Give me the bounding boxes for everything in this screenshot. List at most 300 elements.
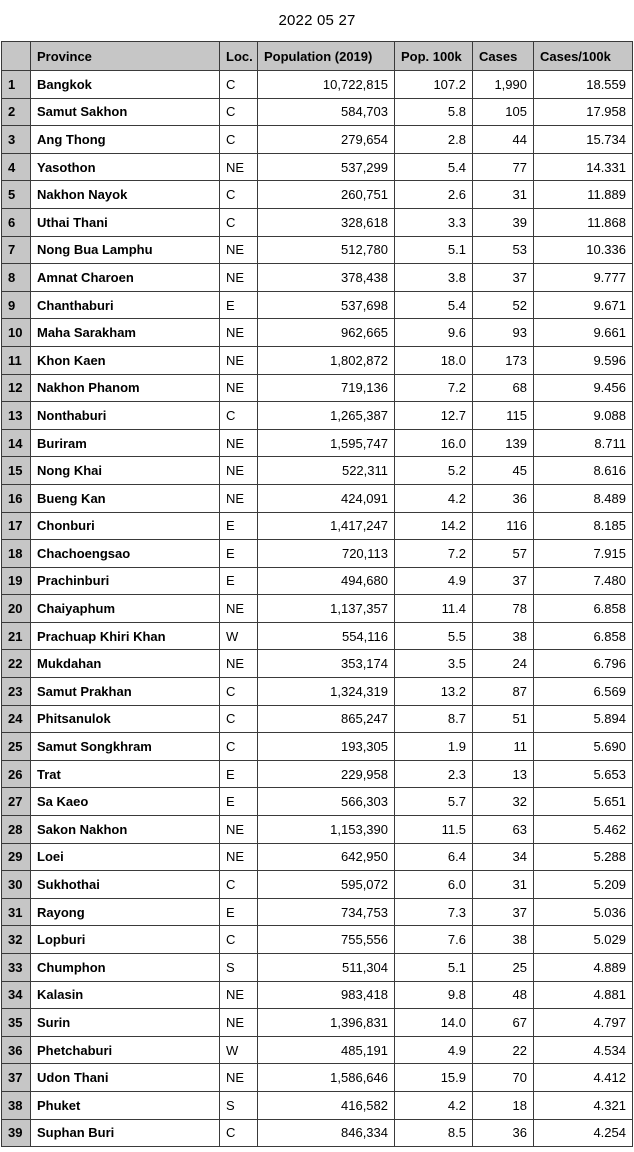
table-row (2, 954, 633, 982)
cases-per-100k: 8.711 (534, 429, 633, 457)
table-row (2, 429, 633, 457)
province-name: Lopburi (31, 926, 220, 954)
province-name: Surin (31, 1009, 220, 1037)
population: 1,417,247 (258, 512, 395, 540)
table-row (2, 512, 633, 540)
cases: 87 (473, 678, 534, 706)
cases-per-100k: 6.569 (534, 678, 633, 706)
table-row (2, 1064, 633, 1092)
pop-100k: 9.6 (395, 319, 473, 347)
population: 1,586,646 (258, 1064, 395, 1092)
cases-per-100k: 9.456 (534, 374, 633, 402)
location: E (220, 540, 258, 568)
header-province: Province (31, 42, 220, 71)
cases-per-100k: 9.671 (534, 291, 633, 319)
pop-100k: 5.1 (395, 236, 473, 264)
location: NE (220, 1009, 258, 1037)
cases: 36 (473, 1119, 534, 1147)
row-index: 7 (2, 236, 31, 264)
pop-100k: 5.7 (395, 788, 473, 816)
row-index: 15 (2, 457, 31, 485)
population: 328,618 (258, 208, 395, 236)
location: C (220, 705, 258, 733)
location: E (220, 788, 258, 816)
location: NE (220, 595, 258, 623)
cases: 93 (473, 319, 534, 347)
cases: 13 (473, 760, 534, 788)
cases: 34 (473, 843, 534, 871)
population: 642,950 (258, 843, 395, 871)
location: NE (220, 319, 258, 347)
location: NE (220, 1064, 258, 1092)
cases: 48 (473, 981, 534, 1009)
pop-100k: 15.9 (395, 1064, 473, 1092)
province-name: Chanthaburi (31, 291, 220, 319)
cases-per-100k: 9.596 (534, 346, 633, 374)
table-row (2, 595, 633, 623)
location: E (220, 291, 258, 319)
row-index: 33 (2, 954, 31, 982)
cases-per-100k: 5.690 (534, 733, 633, 761)
cases-per-100k: 18.559 (534, 71, 633, 99)
row-index: 8 (2, 264, 31, 292)
table-row (2, 319, 633, 347)
row-index: 36 (2, 1036, 31, 1064)
table-row (2, 236, 633, 264)
population: 755,556 (258, 926, 395, 954)
population: 719,136 (258, 374, 395, 402)
pop-100k: 5.1 (395, 954, 473, 982)
row-index: 11 (2, 346, 31, 374)
cases-per-100k: 9.661 (534, 319, 633, 347)
row-index: 39 (2, 1119, 31, 1147)
population: 554,116 (258, 622, 395, 650)
province-name: Ang Thong (31, 126, 220, 154)
province-name: Nonthaburi (31, 402, 220, 430)
population: 279,654 (258, 126, 395, 154)
location: S (220, 1091, 258, 1119)
pop-100k: 12.7 (395, 402, 473, 430)
cases: 116 (473, 512, 534, 540)
table-row (2, 705, 633, 733)
row-index: 35 (2, 1009, 31, 1037)
cases: 52 (473, 291, 534, 319)
location: C (220, 1119, 258, 1147)
table-row (2, 181, 633, 209)
cases: 139 (473, 429, 534, 457)
pop-100k: 8.7 (395, 705, 473, 733)
location: NE (220, 650, 258, 678)
population: 512,780 (258, 236, 395, 264)
cases: 105 (473, 98, 534, 126)
table-row (2, 208, 633, 236)
population: 595,072 (258, 871, 395, 899)
row-index: 27 (2, 788, 31, 816)
cases-per-100k: 4.797 (534, 1009, 633, 1037)
population: 260,751 (258, 181, 395, 209)
row-index: 12 (2, 374, 31, 402)
cases-per-100k: 11.868 (534, 208, 633, 236)
table-row (2, 71, 633, 99)
cases-per-100k: 6.858 (534, 622, 633, 650)
cases: 63 (473, 816, 534, 844)
row-index: 16 (2, 484, 31, 512)
cases: 70 (473, 1064, 534, 1092)
location: NE (220, 236, 258, 264)
pop-100k: 7.6 (395, 926, 473, 954)
province-name: Phetchaburi (31, 1036, 220, 1064)
population: 229,958 (258, 760, 395, 788)
province-name: Nong Bua Lamphu (31, 236, 220, 264)
population: 522,311 (258, 457, 395, 485)
row-index: 26 (2, 760, 31, 788)
pop-100k: 13.2 (395, 678, 473, 706)
cases: 77 (473, 153, 534, 181)
province-name: Chaiyaphum (31, 595, 220, 623)
table-row (2, 402, 633, 430)
cases: 115 (473, 402, 534, 430)
pop-100k: 11.4 (395, 595, 473, 623)
province-name: Bangkok (31, 71, 220, 99)
cases-per-100k: 9.088 (534, 402, 633, 430)
cases: 37 (473, 567, 534, 595)
pop-100k: 4.9 (395, 1036, 473, 1064)
population: 962,665 (258, 319, 395, 347)
cases: 32 (473, 788, 534, 816)
cases: 45 (473, 457, 534, 485)
cases-per-100k: 11.889 (534, 181, 633, 209)
cases: 18 (473, 1091, 534, 1119)
table-row (2, 981, 633, 1009)
population: 1,396,831 (258, 1009, 395, 1037)
cases: 1,990 (473, 71, 534, 99)
pop-100k: 18.0 (395, 346, 473, 374)
cases: 38 (473, 926, 534, 954)
location: C (220, 678, 258, 706)
population: 10,722,815 (258, 71, 395, 99)
location: E (220, 898, 258, 926)
population: 537,698 (258, 291, 395, 319)
population: 537,299 (258, 153, 395, 181)
location: C (220, 71, 258, 99)
location: W (220, 1036, 258, 1064)
location: S (220, 954, 258, 982)
cases-per-100k: 4.254 (534, 1119, 633, 1147)
table-row (2, 816, 633, 844)
table-row (2, 264, 633, 292)
cases: 36 (473, 484, 534, 512)
province-name: Suphan Buri (31, 1119, 220, 1147)
location: NE (220, 264, 258, 292)
pop-100k: 4.2 (395, 1091, 473, 1119)
cases-per-100k: 8.185 (534, 512, 633, 540)
cases-per-100k: 4.534 (534, 1036, 633, 1064)
table-row (2, 733, 633, 761)
population: 1,137,357 (258, 595, 395, 623)
cases: 68 (473, 374, 534, 402)
table-row (2, 843, 633, 871)
location: NE (220, 816, 258, 844)
pop-100k: 16.0 (395, 429, 473, 457)
province-name: Nong Khai (31, 457, 220, 485)
cases: 38 (473, 622, 534, 650)
location: NE (220, 153, 258, 181)
table-row (2, 457, 633, 485)
province-name: Nakhon Phanom (31, 374, 220, 402)
row-index: 22 (2, 650, 31, 678)
cases-per-100k: 5.036 (534, 898, 633, 926)
province-name: Phitsanulok (31, 705, 220, 733)
pop-100k: 2.6 (395, 181, 473, 209)
population: 584,703 (258, 98, 395, 126)
table-row (2, 567, 633, 595)
cases-per-100k: 8.616 (534, 457, 633, 485)
cases-per-100k: 9.777 (534, 264, 633, 292)
cases: 31 (473, 181, 534, 209)
header-cases: Cases (473, 42, 534, 71)
row-index: 34 (2, 981, 31, 1009)
location: E (220, 567, 258, 595)
province-name: Bueng Kan (31, 484, 220, 512)
province-name: Chachoengsao (31, 540, 220, 568)
row-index: 37 (2, 1064, 31, 1092)
population: 511,304 (258, 954, 395, 982)
population: 416,582 (258, 1091, 395, 1119)
cases-per-100k: 5.288 (534, 843, 633, 871)
row-index: 31 (2, 898, 31, 926)
province-name: Sa Kaeo (31, 788, 220, 816)
provinces-table (1, 41, 633, 1147)
location: NE (220, 843, 258, 871)
table-row (2, 650, 633, 678)
header-pop-100k: Pop. 100k (395, 42, 473, 71)
cases-per-100k: 4.321 (534, 1091, 633, 1119)
population: 865,247 (258, 705, 395, 733)
pop-100k: 1.9 (395, 733, 473, 761)
row-index: 13 (2, 402, 31, 430)
table-row (2, 484, 633, 512)
row-index: 21 (2, 622, 31, 650)
pop-100k: 7.3 (395, 898, 473, 926)
cases-per-100k: 8.489 (534, 484, 633, 512)
location: NE (220, 346, 258, 374)
province-name: Sukhothai (31, 871, 220, 899)
province-name: Rayong (31, 898, 220, 926)
population: 1,153,390 (258, 816, 395, 844)
cases: 24 (473, 650, 534, 678)
province-name: Mukdahan (31, 650, 220, 678)
row-index: 2 (2, 98, 31, 126)
population: 1,595,747 (258, 429, 395, 457)
location: C (220, 402, 258, 430)
province-name: Maha Sarakham (31, 319, 220, 347)
table-row (2, 871, 633, 899)
population: 1,265,387 (258, 402, 395, 430)
table-row (2, 374, 633, 402)
location: C (220, 871, 258, 899)
location: NE (220, 484, 258, 512)
row-index: 23 (2, 678, 31, 706)
cases-per-100k: 5.894 (534, 705, 633, 733)
province-name: Samut Prakhan (31, 678, 220, 706)
province-name: Kalasin (31, 981, 220, 1009)
location: C (220, 181, 258, 209)
cases: 11 (473, 733, 534, 761)
cases-per-100k: 14.331 (534, 153, 633, 181)
cases-per-100k: 7.480 (534, 567, 633, 595)
pop-100k: 6.0 (395, 871, 473, 899)
population: 720,113 (258, 540, 395, 568)
cases-per-100k: 4.881 (534, 981, 633, 1009)
cases: 78 (473, 595, 534, 623)
table-row (2, 622, 633, 650)
cases: 25 (473, 954, 534, 982)
province-name: Amnat Charoen (31, 264, 220, 292)
pop-100k: 2.3 (395, 760, 473, 788)
pop-100k: 4.9 (395, 567, 473, 595)
cases: 31 (473, 871, 534, 899)
province-name: Yasothon (31, 153, 220, 181)
population: 1,802,872 (258, 346, 395, 374)
cases-per-100k: 4.889 (534, 954, 633, 982)
population: 846,334 (258, 1119, 395, 1147)
cases: 67 (473, 1009, 534, 1037)
table-row (2, 291, 633, 319)
pop-100k: 14.2 (395, 512, 473, 540)
location: C (220, 208, 258, 236)
row-index: 1 (2, 71, 31, 99)
pop-100k: 5.5 (395, 622, 473, 650)
cases-per-100k: 5.462 (534, 816, 633, 844)
location: C (220, 926, 258, 954)
cases-per-100k: 15.734 (534, 126, 633, 154)
pop-100k: 8.5 (395, 1119, 473, 1147)
header-cases-per-100k: Cases/100k (534, 42, 633, 71)
table-row (2, 898, 633, 926)
row-index: 32 (2, 926, 31, 954)
cases-per-100k: 4.412 (534, 1064, 633, 1092)
location: C (220, 98, 258, 126)
location: E (220, 512, 258, 540)
row-index: 25 (2, 733, 31, 761)
pop-100k: 5.8 (395, 98, 473, 126)
table-row (2, 1036, 633, 1064)
province-name: Buriram (31, 429, 220, 457)
table-row (2, 1009, 633, 1037)
province-name: Khon Kaen (31, 346, 220, 374)
province-name: Prachinburi (31, 567, 220, 595)
location: NE (220, 429, 258, 457)
row-index: 5 (2, 181, 31, 209)
pop-100k: 3.3 (395, 208, 473, 236)
header-index (2, 42, 31, 71)
cases-per-100k: 10.336 (534, 236, 633, 264)
cases: 44 (473, 126, 534, 154)
cases-per-100k: 5.651 (534, 788, 633, 816)
cases: 173 (473, 346, 534, 374)
row-index: 24 (2, 705, 31, 733)
pop-100k: 5.2 (395, 457, 473, 485)
row-index: 18 (2, 540, 31, 568)
location: C (220, 733, 258, 761)
table-row (2, 126, 633, 154)
pop-100k: 5.4 (395, 291, 473, 319)
cases: 37 (473, 898, 534, 926)
pop-100k: 5.4 (395, 153, 473, 181)
pop-100k: 11.5 (395, 816, 473, 844)
province-name: Chonburi (31, 512, 220, 540)
table-header-row (2, 42, 633, 71)
province-name: Phuket (31, 1091, 220, 1119)
pop-100k: 9.8 (395, 981, 473, 1009)
location: C (220, 126, 258, 154)
cases-per-100k: 6.858 (534, 595, 633, 623)
table-row (2, 926, 633, 954)
province-name: Chumphon (31, 954, 220, 982)
pop-100k: 6.4 (395, 843, 473, 871)
pop-100k: 7.2 (395, 540, 473, 568)
population: 193,305 (258, 733, 395, 761)
row-index: 14 (2, 429, 31, 457)
province-name: Sakon Nakhon (31, 816, 220, 844)
location: E (220, 760, 258, 788)
row-index: 10 (2, 319, 31, 347)
row-index: 19 (2, 567, 31, 595)
province-name: Udon Thani (31, 1064, 220, 1092)
table-row (2, 1091, 633, 1119)
row-index: 6 (2, 208, 31, 236)
location: NE (220, 374, 258, 402)
population: 734,753 (258, 898, 395, 926)
pop-100k: 4.2 (395, 484, 473, 512)
cases: 22 (473, 1036, 534, 1064)
row-index: 30 (2, 871, 31, 899)
cases: 37 (473, 264, 534, 292)
population: 494,680 (258, 567, 395, 595)
province-name: Samut Songkhram (31, 733, 220, 761)
location: NE (220, 981, 258, 1009)
pop-100k: 7.2 (395, 374, 473, 402)
table-row (2, 678, 633, 706)
table-row (2, 1119, 633, 1147)
cases: 53 (473, 236, 534, 264)
cases-per-100k: 5.029 (534, 926, 633, 954)
cases-per-100k: 5.653 (534, 760, 633, 788)
row-index: 20 (2, 595, 31, 623)
page-title: 2022 05 27 (278, 12, 356, 29)
table-row (2, 788, 633, 816)
population: 485,191 (258, 1036, 395, 1064)
pop-100k: 3.5 (395, 650, 473, 678)
cases-per-100k: 5.209 (534, 871, 633, 899)
province-name: Loei (31, 843, 220, 871)
province-name: Uthai Thani (31, 208, 220, 236)
header-location: Loc. (220, 42, 258, 71)
row-index: 38 (2, 1091, 31, 1119)
cases-per-100k: 17.958 (534, 98, 633, 126)
table-row (2, 346, 633, 374)
row-index: 28 (2, 816, 31, 844)
cases: 51 (473, 705, 534, 733)
row-index: 29 (2, 843, 31, 871)
province-name: Nakhon Nayok (31, 181, 220, 209)
location: NE (220, 457, 258, 485)
province-name: Trat (31, 760, 220, 788)
pop-100k: 14.0 (395, 1009, 473, 1037)
row-index: 17 (2, 512, 31, 540)
cases: 39 (473, 208, 534, 236)
row-index: 4 (2, 153, 31, 181)
